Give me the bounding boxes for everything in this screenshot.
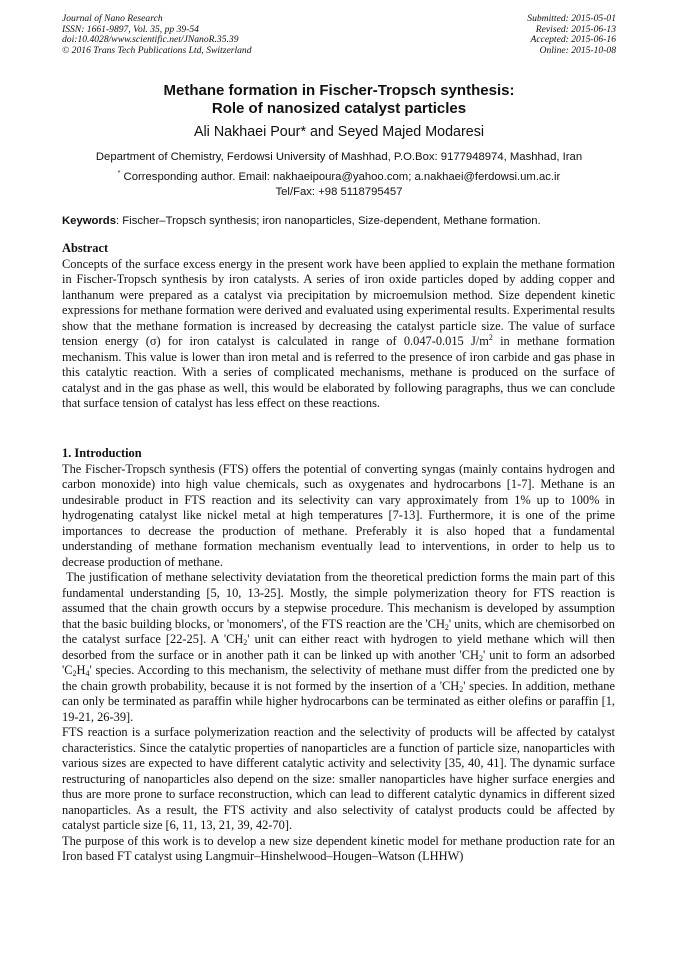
introduction-section xyxy=(62,446,615,865)
p2-text-a: The justification of methane selectivity deviatation from the theoretical prediction forms the main part of this fundamental understanding [5, 10, 13-25]. Mostly, the simple polymerization theory for FTS reaction is assumed that the chain growth occurs by a stepwise procedure. This mechanism is developed by assumption that the basic building blocks, or 'monomers', of the FTS reaction are the 'CH xyxy=(62,570,615,631)
accepted-date: Accepted: 2015-06-16 xyxy=(530,34,616,46)
p2-sub-5: 4 xyxy=(85,669,90,678)
revised-date: Revised: 2015-06-13 xyxy=(535,23,616,35)
title-line-1: Methane formation in Fischer-Tropsch synthesis: xyxy=(163,82,515,99)
intro-paragraph-1: The Fischer-Tropsch synthesis (FTS) offers the potential of converting syngas (mainly contains hydrogen and carbon monoxide) into high value chemicals, such as oxygenates and hydrocarbons [1-7]. Methane is an undesirable product in FTS reaction and its selectivity can vary approximately from 1% up to 100% in hydrogenating catalyst like nickel metal at high temperatures [7-13]. Furthermore, it is one of the prime importances to decrease the production of methane. Preferably it is also hoped that a fundamental understanding of methane formation mechanism eventually lead to interventions, in order to help us to decrease production of methane. xyxy=(62,461,615,569)
keywords xyxy=(62,214,618,228)
correspondence xyxy=(30,170,648,200)
journal-header-left xyxy=(62,14,252,56)
correspondence-email: Corresponding author. Email: nakhaeipoura@yahoo.com; a.nakhaei@ferdowsi.um.ac.ir xyxy=(120,171,561,183)
intro-paragraph-2 xyxy=(62,570,615,725)
p2-text-d: ' unit to form an adsorbed 'C xyxy=(62,647,615,677)
p2-text-c: ' unit can either react with hydrogen to yield methane which will then desorbed from the surface or in another path it can be linked up with another 'CH xyxy=(62,632,615,662)
keywords-text: : Fischer–Tropsch synthesis; iron nanoparticles, Size-dependent, Methane formation. xyxy=(116,215,541,227)
correspondence-line-1 xyxy=(30,170,648,185)
online-date: Online: 2015-10-08 xyxy=(539,44,616,56)
p2-sub-3: 2 xyxy=(478,653,483,663)
abstract-text-1: Concepts of the surface excess energy in the present work have been applied to explain the methane formation in Fischer-Tropsch synthesis by iron catalysts. A series of iron oxide particles doped by adding copper and lanthanum were prepared as a catalyst via precipitation by microemulsion method. Size dependent kinetic expressions for methane formation were derived and evaluated using experimental results. Experimental results show that the methane formation is increased by decreasing the catalyst particle size. The value of surface tension energy (σ) for iron catalyst is calculated in range of 0.047-0.015 J/m xyxy=(62,256,615,348)
intro-paragraph-3: FTS reaction is a surface polymerization reaction and the selectivity of products will be affected by catalyst characteristics. Since the catalytic properties of nanoparticles are a function of particle size, nanoparticles with various sizes are expected to have different catalytic activity and selectivity [35, 40, 41]. The dynamic surface restructuring of nanoparticles also depend on the size: smaller nanoparticles have higher surface energies and thus are more prone to surface reconstruction, which can lead to different catalytic dynamics in different sized nanoparticles. As a result, the FTS activity and also selectivity of catalyst products could be affected by catalyst particle size [6, 11, 13, 21, 39, 42-70]. xyxy=(62,725,615,832)
abstract-text-2: in methane formation mechanism. This value is lower than iron metal and is referred to the presence of iron carbide and gas phase in this catalytic reaction. With a series of complicated mechanisms, methane is produced on the surface of catalyst and in the gas phase as well, this would be elaborated by following paragraphs, thus we can conclude that surface tension of catalyst has less effect on these reactions. xyxy=(62,334,615,410)
doi-line: doi:10.4028/www.scientific.net/JNanoR.35.39 xyxy=(62,34,239,46)
affiliation: Department of Chemistry, Ferdowsi University of Mashhad, P.O.Box: 9177948974, Mashhad, Iran xyxy=(95,151,583,163)
copyright-line: © 2016 Trans Tech Publications Ltd, Switzerland xyxy=(62,44,252,56)
paper-title xyxy=(40,82,638,118)
abstract-body xyxy=(62,257,615,412)
abstract-heading: Abstract xyxy=(62,241,109,255)
issn-line: ISSN: 1661-9897, Vol. 35, pp 39-54 xyxy=(62,23,199,35)
p2-sub-1: 2 xyxy=(444,622,449,632)
submitted-date: Submitted: 2015-05-01 xyxy=(527,13,616,24)
authors: Ali Nakhaei Pour* and Seyed Majed Modaresi xyxy=(193,124,485,140)
abstract-section xyxy=(62,241,615,412)
journal-header-right xyxy=(527,14,616,56)
introduction-heading: 1. Introduction xyxy=(62,446,142,460)
abstract-superscript: 2 xyxy=(488,333,493,342)
p2-sub-4: 2 xyxy=(72,669,77,678)
p2-sub-2: 2 xyxy=(243,638,248,647)
keywords-label: Keywords xyxy=(62,215,116,227)
p2-text-b: ' units, which are chemisorbed on the catalyst surface [22-25]. A 'CH xyxy=(62,616,615,646)
title-line-2: Role of nanosized catalyst particles xyxy=(211,100,467,117)
p2-text-e: H xyxy=(76,663,86,677)
footnote-mark: * xyxy=(117,170,121,177)
correspondence-phone: Tel/Fax: +98 5118795457 xyxy=(275,186,403,198)
intro-paragraph-4: The purpose of this work is to develop a new size dependent kinetic model for methane production rate for an Iron based FT catalyst using Langmuir–Hinshelwood–Hougen–Watson (LHHW) xyxy=(62,833,615,863)
p2-text-f: ' species. According to this mechanism, the selectivity of methane must differ from the predicted one by the chain growth probability, because it is not formed by the insertion of a 'CH xyxy=(62,663,615,693)
p2-text-g: ' species. In addition, methane can only be terminated as paraffin while higher hydrocarbons can be terminated as either olefins or paraffin [1, 19-21, 26-39]. xyxy=(62,678,615,724)
p2-sub-6: 2 xyxy=(459,684,464,694)
journal-name: Journal of Nano Research xyxy=(62,13,163,24)
